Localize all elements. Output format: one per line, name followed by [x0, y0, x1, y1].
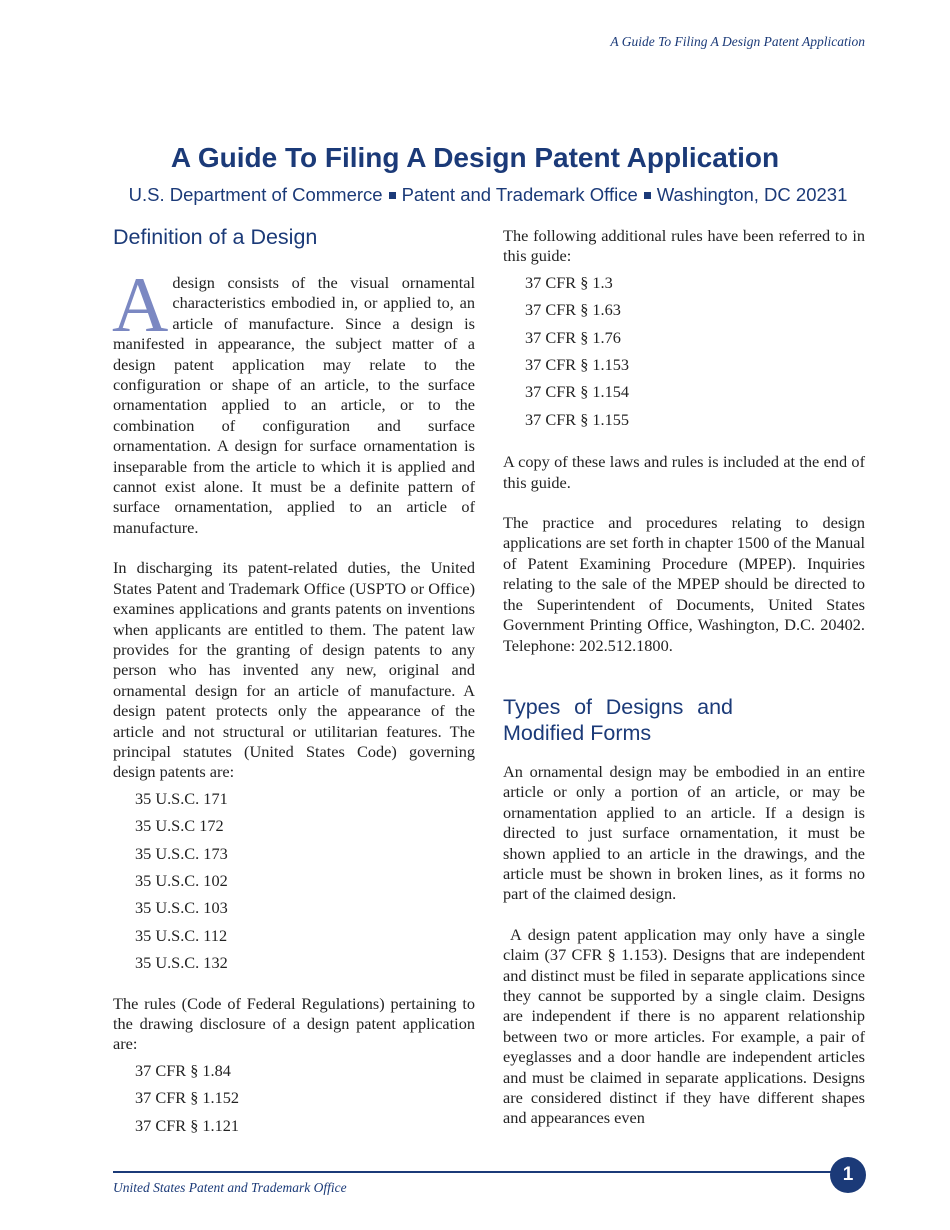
subtitle-location: Washington, DC 20231 — [656, 184, 848, 205]
square-bullet-icon — [644, 192, 651, 199]
subtitle — [0, 184, 950, 206]
list-item: 35 U.S.C 172 — [135, 816, 224, 836]
duties-paragraph: In discharging its patent-related duties, the United States Patent and Trademark Office (USPTO or Office) examines applications and grants patents on inventions when applicants are entitled to them. The patent law provides for the granting of design patents to any person who has invented any new, original and ornamental design for an article of manufacture. A design patent protects only the appearance of the article and not structural or utilitarian features. The principal statutes (United States Code) governing design patents are: — [113, 558, 475, 782]
list-item: 37 CFR § 1.153 — [525, 355, 630, 375]
right-column — [503, 226, 865, 1149]
definition-paragraph — [112, 261, 475, 538]
section-heading-definition: Definition of a Design — [113, 225, 318, 249]
list-item: 35 U.S.C. 171 — [135, 788, 228, 808]
subtitle-office: Patent and Trademark Office — [401, 184, 638, 205]
footer-rule — [113, 1171, 838, 1173]
list-item: 37 CFR § 1.152 — [135, 1088, 240, 1108]
statutes-list — [113, 789, 475, 974]
list-item: 35 U.S.C. 102 — [135, 870, 228, 890]
mpep-paragraph: The practice and procedures relating to design applications are set forth in chapter 1500 of the Manual of Patent Examining Procedure (MPEP). Inquiries relating to the sale of the MPEP should be directed to the Superintendent of Documents, United States Government Printing Office, Washington, D.C. 20402. Telephone: 202.512.1800. — [503, 513, 865, 655]
section-heading-types: Types of Designs and Modified Forms — [503, 694, 733, 745]
single-claim-paragraph: A design patent application may only have a single claim (37 CFR § 1.153). Designs that are independent and distinct must be filed in separate applications since they cannot be supported by a single claim. Designs are independent if there is no apparent relationship between two or more articles. For example, a pair of eyeglasses and a door handle are independent articles and must be claimed in separate applications. Designs are considered distinct if they have different shapes and appearances even — [503, 924, 865, 1128]
list-item: 37 CFR § 1.155 — [525, 409, 630, 429]
list-item: 37 CFR § 1.63 — [525, 300, 621, 320]
page-number-badge: 1 — [830, 1157, 866, 1193]
definition-text: design consists of the visual ornamental characteristics embodied in, or applied to, an article of manufacture. Since a design is manifested in appearance, the subject matter of a design patent application may relate to the configuration or shape of an article, to the surface ornamentation applied to an article, or to the combination of configuration and surface ornamentation. A design for surface ornamentation is inseparable from the article to which it is applied and cannot exist alone. It must be a definite pattern of surface ornamentation, applied to an article of manufacture. — [113, 273, 475, 537]
list-item: 35 U.S.C. 173 — [135, 843, 228, 863]
additional-rules-paragraph: The following additional rules have been referred to in this guide: — [503, 226, 865, 266]
list-item: 37 CFR § 1.84 — [135, 1060, 231, 1080]
list-item: 37 CFR § 1.121 — [135, 1115, 240, 1135]
footer-text: United States Patent and Trademark Office — [113, 1180, 347, 1195]
drop-cap: A — [112, 261, 169, 348]
list-item: 37 CFR § 1.154 — [525, 382, 630, 402]
square-bullet-icon — [389, 192, 396, 199]
list-item: 35 U.S.C. 112 — [135, 925, 228, 945]
additional-rules-list — [503, 273, 865, 430]
page-title: A Guide To Filing A Design Patent Application — [170, 142, 780, 173]
drawing-rules-list — [113, 1061, 475, 1136]
rules-intro-paragraph: The rules (Code of Federal Regulations) pertaining to the drawing disclosure of a design patent application are: — [113, 993, 475, 1054]
ornamental-paragraph: An ornamental design may be embodied in an entire article or only a portion of an article, or may be ornamentation applied to an article. If a design is directed to just surface ornamentation, it must be shown applied to an article in the drawings, and the article must be shown in broken lines, as it forms no part of the claimed design. — [503, 761, 865, 904]
list-item: 37 CFR § 1.76 — [525, 327, 621, 347]
list-item: 35 U.S.C. 103 — [135, 898, 228, 918]
list-item: 37 CFR § 1.3 — [525, 272, 613, 292]
subtitle-department: U.S. Department of Commerce — [128, 184, 383, 205]
copy-paragraph: A copy of these laws and rules is included at the end of this guide. — [503, 452, 865, 492]
running-head: A Guide To Filing A Design Patent Application — [610, 34, 865, 49]
left-column — [113, 224, 475, 1156]
list-item: 35 U.S.C. 132 — [135, 953, 228, 973]
